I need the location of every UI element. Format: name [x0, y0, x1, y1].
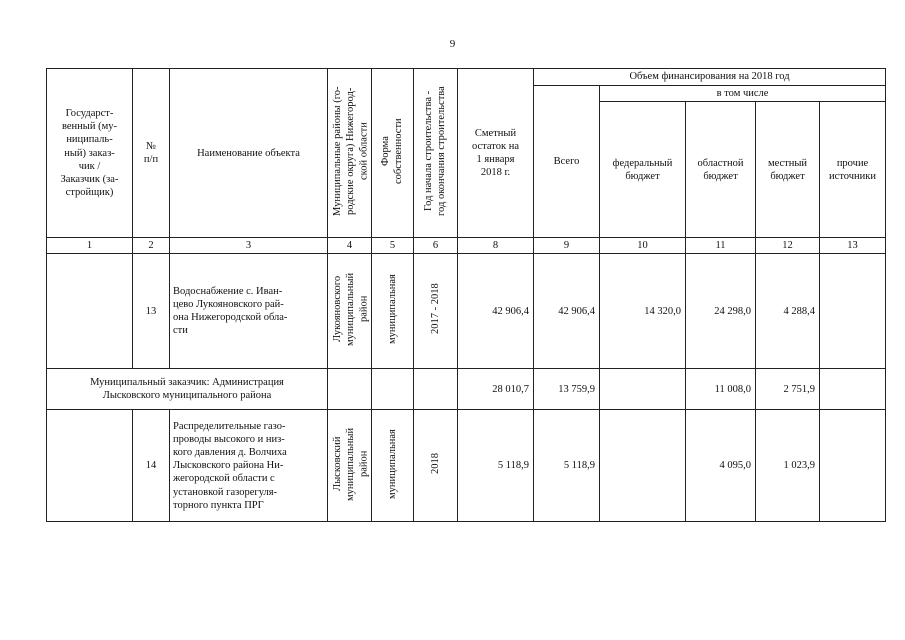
financing-table: [46, 68, 886, 522]
cell-district: Лукояновского муниципальный район: [328, 254, 372, 369]
cell-district: [328, 369, 372, 410]
header-object-name: Наименование объекта: [170, 69, 328, 238]
header-regional: областной бюджет: [686, 102, 756, 238]
header-ownership: Форма собственности: [372, 69, 414, 238]
column-number: 3: [170, 238, 328, 254]
cell-local: 1 023,9: [756, 410, 820, 522]
cell-ownership: [372, 369, 414, 410]
header-local: местный бюджет: [756, 102, 820, 238]
cell-regional: 4 095,0: [686, 410, 756, 522]
cell-years: 2018: [414, 410, 458, 522]
cell-total: 42 906,4: [534, 254, 600, 369]
cell-federal: 14 320,0: [600, 254, 686, 369]
page-number: 9: [449, 38, 456, 50]
cell-local: 2 751,9: [756, 369, 820, 410]
column-number: 2: [133, 238, 170, 254]
cell-customer: [47, 410, 133, 522]
cell-regional: 11 008,0: [686, 369, 756, 410]
cell-other: [820, 254, 886, 369]
cell-federal: [600, 369, 686, 410]
header-districts: Муниципальные районы (го- родские округа) Нижегород- ской области: [328, 69, 372, 238]
cell-estimated-balance: 42 906,4: [458, 254, 534, 369]
cell-num: 13: [133, 254, 170, 369]
group-label: Муниципальный заказчик: Администрация Лысковского муниципального района: [47, 369, 328, 410]
cell-estimated-balance: 5 118,9: [458, 410, 534, 522]
cell-years: 2017 - 2018: [414, 254, 458, 369]
cell-object-name: Водоснабжение с. Иван- цево Лукояновского рай- она Нижегородской обла- сти: [170, 254, 328, 369]
cell-ownership: муниципальная: [372, 254, 414, 369]
cell-local: 4 288,4: [756, 254, 820, 369]
header-years: Год начала строительства - год окончания строительства: [414, 69, 458, 238]
cell-customer: [47, 254, 133, 369]
header-total: Всего: [534, 86, 600, 238]
cell-num: 14: [133, 410, 170, 522]
column-number: 10: [600, 238, 686, 254]
column-number: 1: [47, 238, 133, 254]
cell-other: [820, 410, 886, 522]
header-including: в том числе: [600, 86, 886, 102]
cell-regional: 24 298,0: [686, 254, 756, 369]
header-estimated-balance: Сметный остаток на 1 января 2018 г.: [458, 69, 534, 238]
header-other: прочие источники: [820, 102, 886, 238]
header-federal: федеральный бюджет: [600, 102, 686, 238]
column-number: 12: [756, 238, 820, 254]
cell-other: [820, 369, 886, 410]
cell-object-name: Распределительные газо- проводы высокого и низ- кого давления д. Волчиха Лысковского района Ни- жегородской области с установкой газорегуля- торного пункта ПРГ: [170, 410, 328, 522]
cell-years: [414, 369, 458, 410]
cell-ownership: муниципальная: [372, 410, 414, 522]
column-number: 13: [820, 238, 886, 254]
cell-total: 5 118,9: [534, 410, 600, 522]
header-customer: Государст- венный (му- ниципаль- ный) заказ- чик / Заказчик (за- стройщик): [47, 69, 133, 238]
cell-district: Лысковский муниципальный район: [328, 410, 372, 522]
table-row-group: [47, 369, 886, 410]
cell-total: 13 759,9: [534, 369, 600, 410]
column-number: 6: [414, 238, 458, 254]
cell-estimated-balance: 28 010,7: [458, 369, 534, 410]
header-num: № п/п: [133, 69, 170, 238]
header-financing-volume: Объем финансирования на 2018 год: [534, 69, 886, 86]
column-number: 4: [328, 238, 372, 254]
column-number: 9: [534, 238, 600, 254]
column-number: 11: [686, 238, 756, 254]
cell-federal: [600, 410, 686, 522]
column-number: 5: [372, 238, 414, 254]
table-row: [47, 254, 886, 369]
table-row: [47, 410, 886, 522]
column-number: 8: [458, 238, 534, 254]
